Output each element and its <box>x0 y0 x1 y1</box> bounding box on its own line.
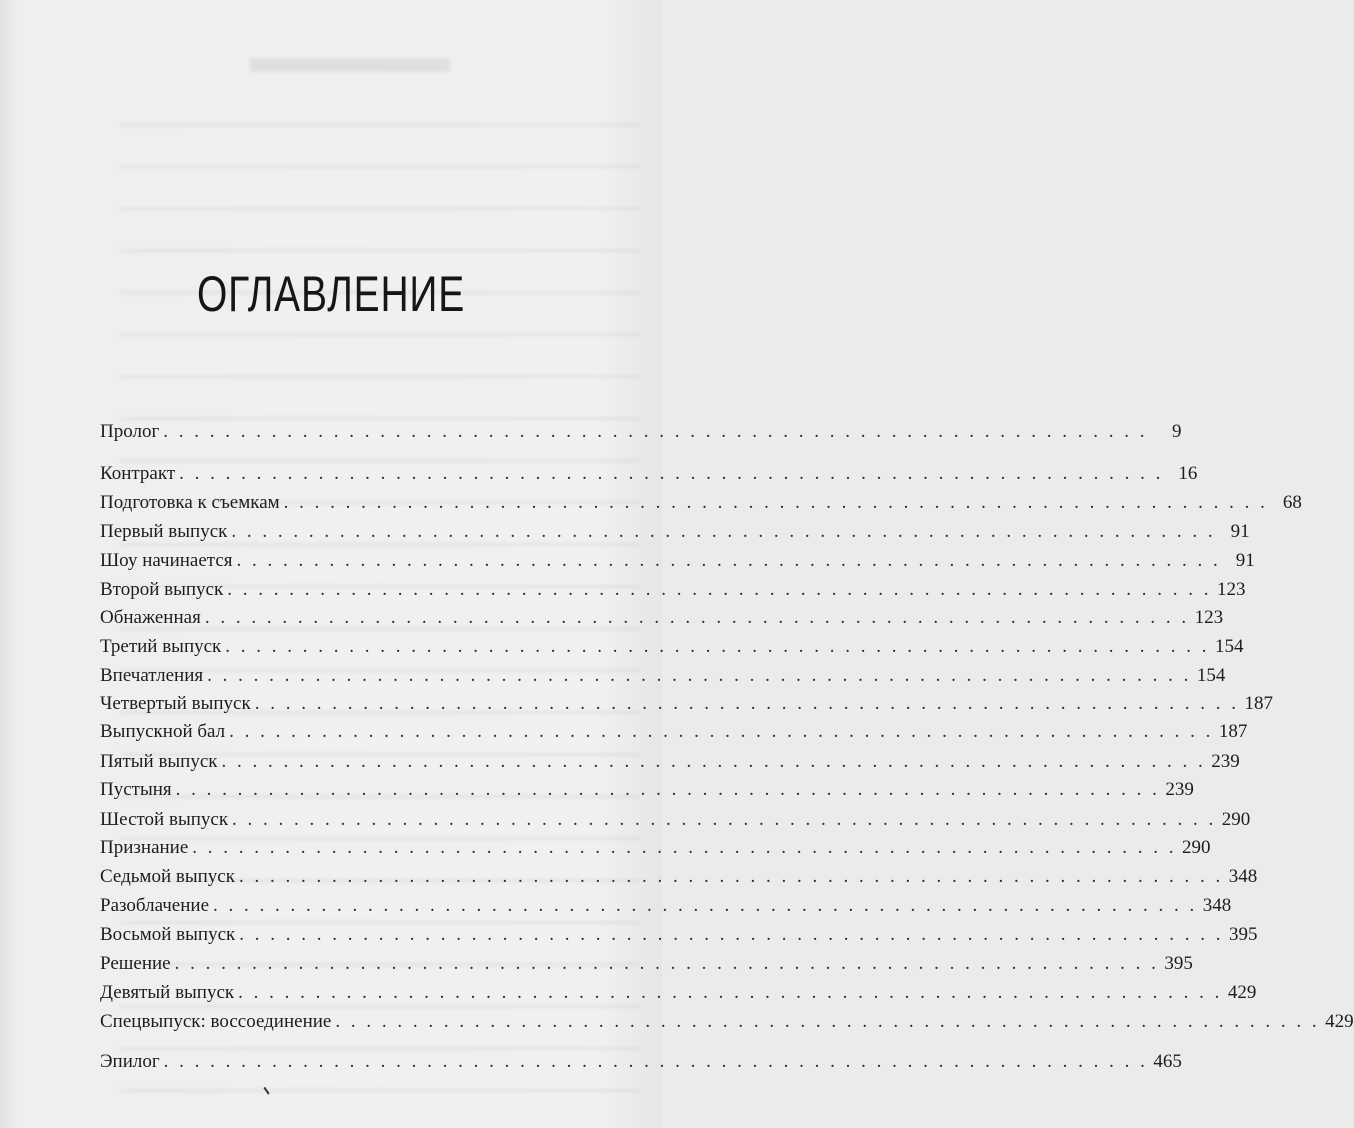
toc-leader-dots: . . . . . . . . . . . . . . . . . . . . . . . . . . . . . . . . . . . . . . . . . . . . . . . . . . . . . . . . . . . . . . . . <box>238 982 1223 1003</box>
toc-entry-label: Разоблачение <box>100 895 209 916</box>
toc-entry-label: Обнаженная <box>100 607 201 628</box>
toc-entry-page: 91 <box>1235 550 1255 571</box>
toc-entry-label: Пятый выпуск <box>100 751 218 772</box>
toc-entry-label: Шестой выпуск <box>100 809 229 830</box>
toc-entry-page: 154 <box>1196 665 1226 686</box>
toc-leader-dots: . . . . . . . . . . . . . . . . . . . . . . . . . . . . . . . . . . . . . . . . . . . . . . . . . . . . . . . . . . . . . . . . <box>335 1011 1320 1032</box>
toc-leader-dots: . . . . . . . . . . . . . . . . . . . . . . . . . . . . . . . . . . . . . . . . . . . . . . . . . . . . . . . . . . . . . . . . <box>229 721 1214 742</box>
toc-leader-dots: . . . . . . . . . . . . . . . . . . . . . . . . . . . . . . . . . . . . . . . . . . . . . . . . . . . . . . . . . . . . . . . . <box>238 866 1224 887</box>
toc-entry-page: 429 <box>1227 982 1257 1003</box>
toc-entry <box>100 692 1273 716</box>
toc-entry-page: 16 <box>1178 463 1198 484</box>
toc-entry <box>100 836 1211 860</box>
toc-entry-page: 465 <box>1153 1051 1182 1072</box>
toc-entry-page: 187 <box>1244 693 1273 714</box>
toc-entry-page: 68 <box>1282 492 1302 513</box>
toc-entry-page: 239 <box>1165 779 1194 800</box>
toc-leader-dots: . . . . . . . . . . . . . . . . . . . . . . . . . . . . . . . . . . . . . . . . . . . . . . . . . . . . . . . . . . . . . . . . <box>239 924 1224 945</box>
toc-entry <box>100 635 1244 659</box>
toc-entry <box>100 720 1248 744</box>
toc-entry <box>100 462 1198 486</box>
toc-entry-label: Девятый выпуск <box>100 982 235 1003</box>
toc-leader-dots: . . . . . . . . . . . . . . . . . . . . . . . . . . . . . . . . . . . . . . . . . . . . . . . . . . . . . . . . . . . . . . . . <box>174 953 1159 974</box>
toc-entry-page: 395 <box>1164 953 1193 974</box>
toc-entry-label: Спецвыпуск: воссоединение <box>100 1011 332 1032</box>
toc-entry <box>100 1050 1182 1074</box>
toc-entry-page: 123 <box>1216 579 1246 600</box>
toc-entry <box>100 808 1251 832</box>
toc-entry-page: 429 <box>1325 1011 1354 1032</box>
toc-entry <box>100 520 1250 544</box>
toc-entry-page: 290 <box>1221 809 1251 830</box>
toc-leader-dots: . . . . . . . . . . . . . . . . . . . . . . . . . . . . . . . . . . . . . . . . . . . . . . . . . . . . . . . . . . . . . . . . <box>213 895 1198 916</box>
toc-leader-dots: . . . . . . . . . . . . . . . . . . . . . . . . . . . . . . . . . . . . . . . . . . . . . . . . . . . . . . . . . . . . . . . . <box>236 550 1221 571</box>
toc-entry-label: Эпилог <box>100 1051 160 1072</box>
page-title: ОГЛАВЛЕНИЕ <box>196 266 466 322</box>
toc-entry-page: 290 <box>1182 837 1211 858</box>
toc-entry <box>100 981 1257 1005</box>
toc-entry-label: Первый выпуск <box>100 521 228 542</box>
toc-entry-page: 154 <box>1215 636 1244 657</box>
toc-leader-dots: . . . . . . . . . . . . . . . . . . . . . . . . . . . . . . . . . . . . . . . . . . . . . . . . . . . . . . . . . . . . . . . . <box>254 693 1239 714</box>
toc-entry-label: Подготовка к съемкам <box>100 492 280 513</box>
toc-entry <box>100 491 1302 515</box>
toc-leader-dots: . . . . . . . . . . . . . . . . . . . . . . . . . . . . . . . . . . . . . . . . . . . . . . . . . . . . . . . . . . . . . . . . <box>175 779 1160 800</box>
toc-entry <box>100 549 1255 573</box>
toc-entry <box>100 923 1258 947</box>
toc-entry-page: 123 <box>1194 607 1224 628</box>
toc-entry <box>100 865 1258 889</box>
toc-leader-dots: . . . . . . . . . . . . . . . . . . . . . . . . . . . . . . . . . . . . . . . . . . . . . . . . . . . . . . . . . . . . . . . . <box>283 492 1268 513</box>
toc-entry-page: 395 <box>1229 924 1258 945</box>
toc-entry-page: 91 <box>1230 521 1250 542</box>
toc-entry <box>100 952 1193 976</box>
toc-entry-label: Шоу начинается <box>100 550 233 571</box>
toc-entry-label: Пустыня <box>100 779 172 800</box>
toc-leader-dots: . . . . . . . . . . . . . . . . . . . . . . . . . . . . . . . . . . . . . . . . . . . . . . . . . . . . . . . . . . . . . . . . <box>232 809 1217 830</box>
toc-leader-dots: . . . . . . . . . . . . . . . . . . . . . . . . . . . . . . . . . . . . . . . . . . . . . . . . . . . . . . . . . . . . . . . . <box>179 463 1164 484</box>
toc-entry-label: Впечатления <box>100 665 204 686</box>
toc-entry-page: 239 <box>1211 751 1240 772</box>
toc-leader-dots: . . . . . . . . . . . . . . . . . . . . . . . . . . . . . . . . . . . . . . . . . . . . . . . . . . . . . . . . . . . . . . . . <box>221 751 1206 772</box>
toc-entry-page: 187 <box>1218 721 1248 742</box>
toc-leader-dots: . . . . . . . . . . . . . . . . . . . . . . . . . . . . . . . . . . . . . . . . . . . . . . . . . . . . . . . . . . . . . . . . <box>163 421 1148 442</box>
bleed-through-header <box>250 58 450 72</box>
toc-entry-label: Выпускной бал <box>100 721 226 742</box>
toc-entry <box>100 664 1226 688</box>
toc-entry-label: Третий выпуск <box>100 636 222 657</box>
toc-entry-label: Контракт <box>100 463 176 484</box>
toc-entry <box>100 894 1232 918</box>
toc-leader-dots: . . . . . . . . . . . . . . . . . . . . . . . . . . . . . . . . . . . . . . . . . . . . . . . . . . . . . . . . . . . . . . . . <box>207 665 1192 686</box>
toc-leader-dots: . . . . . . . . . . . . . . . . . . . . . . . . . . . . . . . . . . . . . . . . . . . . . . . . . . . . . . . . . . . . . . . . <box>231 521 1216 542</box>
toc-entry <box>100 578 1246 602</box>
toc-entry-page: 9 <box>1172 421 1182 442</box>
toc-entry-label: Четвертый выпуск <box>100 693 251 714</box>
toc-leader-dots: . . . . . . . . . . . . . . . . . . . . . . . . . . . . . . . . . . . . . . . . . . . . . . . . . . . . . . . . . . . . . . . . <box>227 579 1212 600</box>
toc-leader-dots: . . . . . . . . . . . . . . . . . . . . . . . . . . . . . . . . . . . . . . . . . . . . . . . . . . . . . . . . . . . . . . . . <box>163 1051 1148 1072</box>
toc-entry-label: Признание <box>100 837 189 858</box>
toc-entry-page: 348 <box>1202 895 1232 916</box>
toc-entry <box>100 606 1224 630</box>
toc-entry-label: Второй выпуск <box>100 579 224 600</box>
toc-entry <box>100 1010 1354 1034</box>
toc-leader-dots: . . . . . . . . . . . . . . . . . . . . . . . . . . . . . . . . . . . . . . . . . . . . . . . . . . . . . . . . . . . . . . . . <box>204 607 1190 628</box>
toc-entry <box>100 750 1240 774</box>
toc-entry-label: Решение <box>100 953 171 974</box>
toc-entry-label: Пролог <box>100 421 160 442</box>
toc-entry-label: Восьмой выпуск <box>100 924 236 945</box>
toc-entry <box>100 778 1194 802</box>
toc-entry <box>100 420 1182 444</box>
toc-entry-page: 348 <box>1228 866 1258 887</box>
toc-leader-dots: . . . . . . . . . . . . . . . . . . . . . . . . . . . . . . . . . . . . . . . . . . . . . . . . . . . . . . . . . . . . . . . . <box>225 636 1210 657</box>
toc-leader-dots: . . . . . . . . . . . . . . . . . . . . . . . . . . . . . . . . . . . . . . . . . . . . . . . . . . . . . . . . . . . . . . . . <box>192 837 1177 858</box>
toc-entry-label: Седьмой выпуск <box>100 866 235 887</box>
